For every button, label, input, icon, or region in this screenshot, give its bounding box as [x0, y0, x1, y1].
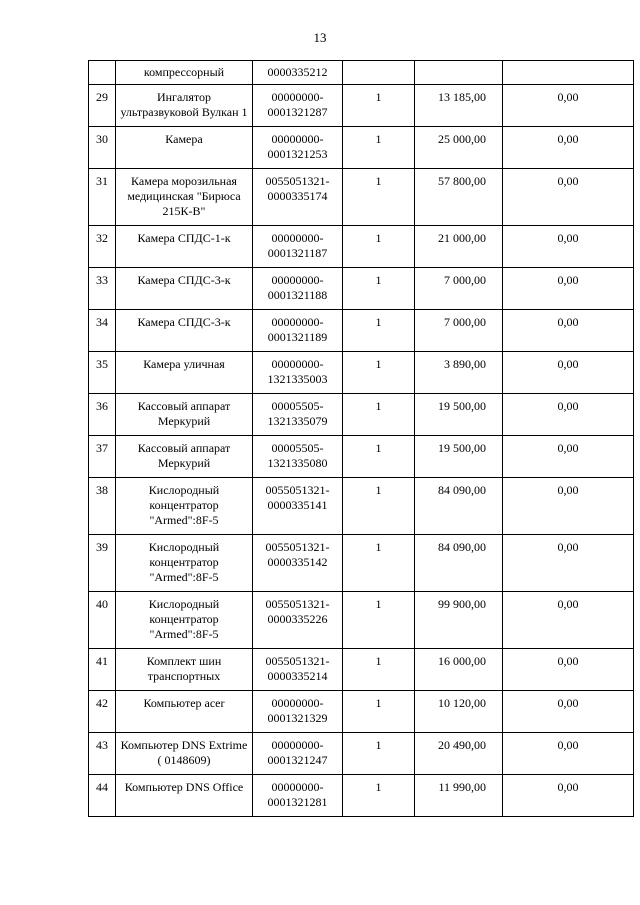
- table-row: [89, 127, 634, 169]
- inventory-code: 00005505-1321335080: [253, 436, 343, 478]
- table-row: [89, 268, 634, 310]
- table-row: [89, 169, 634, 226]
- quantity: 1: [343, 775, 415, 817]
- quantity: 1: [343, 310, 415, 352]
- table-row: [89, 775, 634, 817]
- item-name: Ингалятор ультразвуковой Вулкан 1: [116, 85, 253, 127]
- quantity: [343, 61, 415, 85]
- item-name: Камера СПДС-3-к: [116, 310, 253, 352]
- quantity: 1: [343, 436, 415, 478]
- quantity: 1: [343, 352, 415, 394]
- residual-value: 0,00: [503, 436, 634, 478]
- row-number: 43: [89, 733, 116, 775]
- row-number: 30: [89, 127, 116, 169]
- book-value: 7 000,00: [415, 268, 503, 310]
- quantity: 1: [343, 649, 415, 691]
- quantity: 1: [343, 394, 415, 436]
- page-number: 13: [313, 30, 327, 45]
- row-number: 34: [89, 310, 116, 352]
- residual-value: 0,00: [503, 268, 634, 310]
- inventory-code: 00000000-0001321189: [253, 310, 343, 352]
- residual-value: 0,00: [503, 85, 634, 127]
- item-name: Кассовый аппарат Меркурий: [116, 394, 253, 436]
- residual-value: 0,00: [503, 169, 634, 226]
- book-value: [415, 61, 503, 85]
- table-row: [89, 61, 634, 85]
- table-row: [89, 310, 634, 352]
- book-value: 19 500,00: [415, 394, 503, 436]
- residual-value: 0,00: [503, 226, 634, 268]
- inventory-code: 0055051321-0000335141: [253, 478, 343, 535]
- book-value: 84 090,00: [415, 478, 503, 535]
- quantity: 1: [343, 535, 415, 592]
- residual-value: 0,00: [503, 649, 634, 691]
- row-number: 33: [89, 268, 116, 310]
- quantity: 1: [343, 268, 415, 310]
- row-number: 37: [89, 436, 116, 478]
- inventory-code: 00000000-0001321281: [253, 775, 343, 817]
- book-value: 25 000,00: [415, 127, 503, 169]
- item-name: Кислородный концентратор "Armed":8F-5: [116, 592, 253, 649]
- table-row: [89, 394, 634, 436]
- row-number: 44: [89, 775, 116, 817]
- quantity: 1: [343, 169, 415, 226]
- row-number: 38: [89, 478, 116, 535]
- quantity: 1: [343, 691, 415, 733]
- item-name: Камера: [116, 127, 253, 169]
- inventory-code: 00000000-0001321287: [253, 85, 343, 127]
- table-row: [89, 649, 634, 691]
- item-name: Компьютер DNS Office: [116, 775, 253, 817]
- inventory-code: 00000000-0001321188: [253, 268, 343, 310]
- residual-value: 0,00: [503, 310, 634, 352]
- item-name: Камера СПДС-3-к: [116, 268, 253, 310]
- item-name: Компьютер DNS Extrime ( 0148609): [116, 733, 253, 775]
- residual-value: [503, 61, 634, 85]
- row-number: 32: [89, 226, 116, 268]
- book-value: 10 120,00: [415, 691, 503, 733]
- row-number: 36: [89, 394, 116, 436]
- book-value: 20 490,00: [415, 733, 503, 775]
- item-name: Кислородный концентратор "Armed":8F-5: [116, 478, 253, 535]
- quantity: 1: [343, 226, 415, 268]
- residual-value: 0,00: [503, 352, 634, 394]
- table-row: [89, 733, 634, 775]
- book-value: 16 000,00: [415, 649, 503, 691]
- item-name: Кассовый аппарат Меркурий: [116, 436, 253, 478]
- inventory-code: 0055051321-0000335142: [253, 535, 343, 592]
- table-row: [89, 478, 634, 535]
- book-value: 19 500,00: [415, 436, 503, 478]
- inventory-code: 0055051321-0000335226: [253, 592, 343, 649]
- inventory-code: 00005505-1321335079: [253, 394, 343, 436]
- inventory-code: 0055051321-0000335214: [253, 649, 343, 691]
- table-row: [89, 592, 634, 649]
- inventory-table: [88, 60, 634, 817]
- inventory-code: 00000000-1321335003: [253, 352, 343, 394]
- inventory-code: 00000000-0001321329: [253, 691, 343, 733]
- item-name: компрессорный: [116, 61, 253, 85]
- book-value: 11 990,00: [415, 775, 503, 817]
- row-number: 42: [89, 691, 116, 733]
- quantity: 1: [343, 733, 415, 775]
- item-name: Камера СПДС-1-к: [116, 226, 253, 268]
- row-number: [89, 61, 116, 85]
- book-value: 84 090,00: [415, 535, 503, 592]
- table-row: [89, 226, 634, 268]
- row-number: 31: [89, 169, 116, 226]
- item-name: Компьютер acer: [116, 691, 253, 733]
- quantity: 1: [343, 592, 415, 649]
- residual-value: 0,00: [503, 733, 634, 775]
- book-value: 99 900,00: [415, 592, 503, 649]
- inventory-code: 0000335212: [253, 61, 343, 85]
- row-number: 40: [89, 592, 116, 649]
- quantity: 1: [343, 478, 415, 535]
- residual-value: 0,00: [503, 775, 634, 817]
- table-row: [89, 691, 634, 733]
- inventory-code: 00000000-0001321187: [253, 226, 343, 268]
- table-row: [89, 352, 634, 394]
- row-number: 41: [89, 649, 116, 691]
- row-number: 35: [89, 352, 116, 394]
- item-name: Камера уличная: [116, 352, 253, 394]
- table-row: [89, 85, 634, 127]
- residual-value: 0,00: [503, 691, 634, 733]
- residual-value: 0,00: [503, 592, 634, 649]
- table-row: [89, 535, 634, 592]
- item-name: Комплект шин транспортных: [116, 649, 253, 691]
- book-value: 13 185,00: [415, 85, 503, 127]
- row-number: 29: [89, 85, 116, 127]
- item-name: Камера морозильная медицинская "Бирюса 215К-В": [116, 169, 253, 226]
- book-value: 7 000,00: [415, 310, 503, 352]
- residual-value: 0,00: [503, 394, 634, 436]
- row-number: 39: [89, 535, 116, 592]
- book-value: 21 000,00: [415, 226, 503, 268]
- item-name: Кислородный концентратор "Armed":8F-5: [116, 535, 253, 592]
- residual-value: 0,00: [503, 535, 634, 592]
- quantity: 1: [343, 127, 415, 169]
- book-value: 57 800,00: [415, 169, 503, 226]
- book-value: 3 890,00: [415, 352, 503, 394]
- inventory-code: 00000000-0001321247: [253, 733, 343, 775]
- residual-value: 0,00: [503, 127, 634, 169]
- quantity: 1: [343, 85, 415, 127]
- table-row: [89, 436, 634, 478]
- inventory-code: 0055051321-0000335174: [253, 169, 343, 226]
- table-body: [89, 61, 634, 817]
- inventory-code: 00000000-0001321253: [253, 127, 343, 169]
- residual-value: 0,00: [503, 478, 634, 535]
